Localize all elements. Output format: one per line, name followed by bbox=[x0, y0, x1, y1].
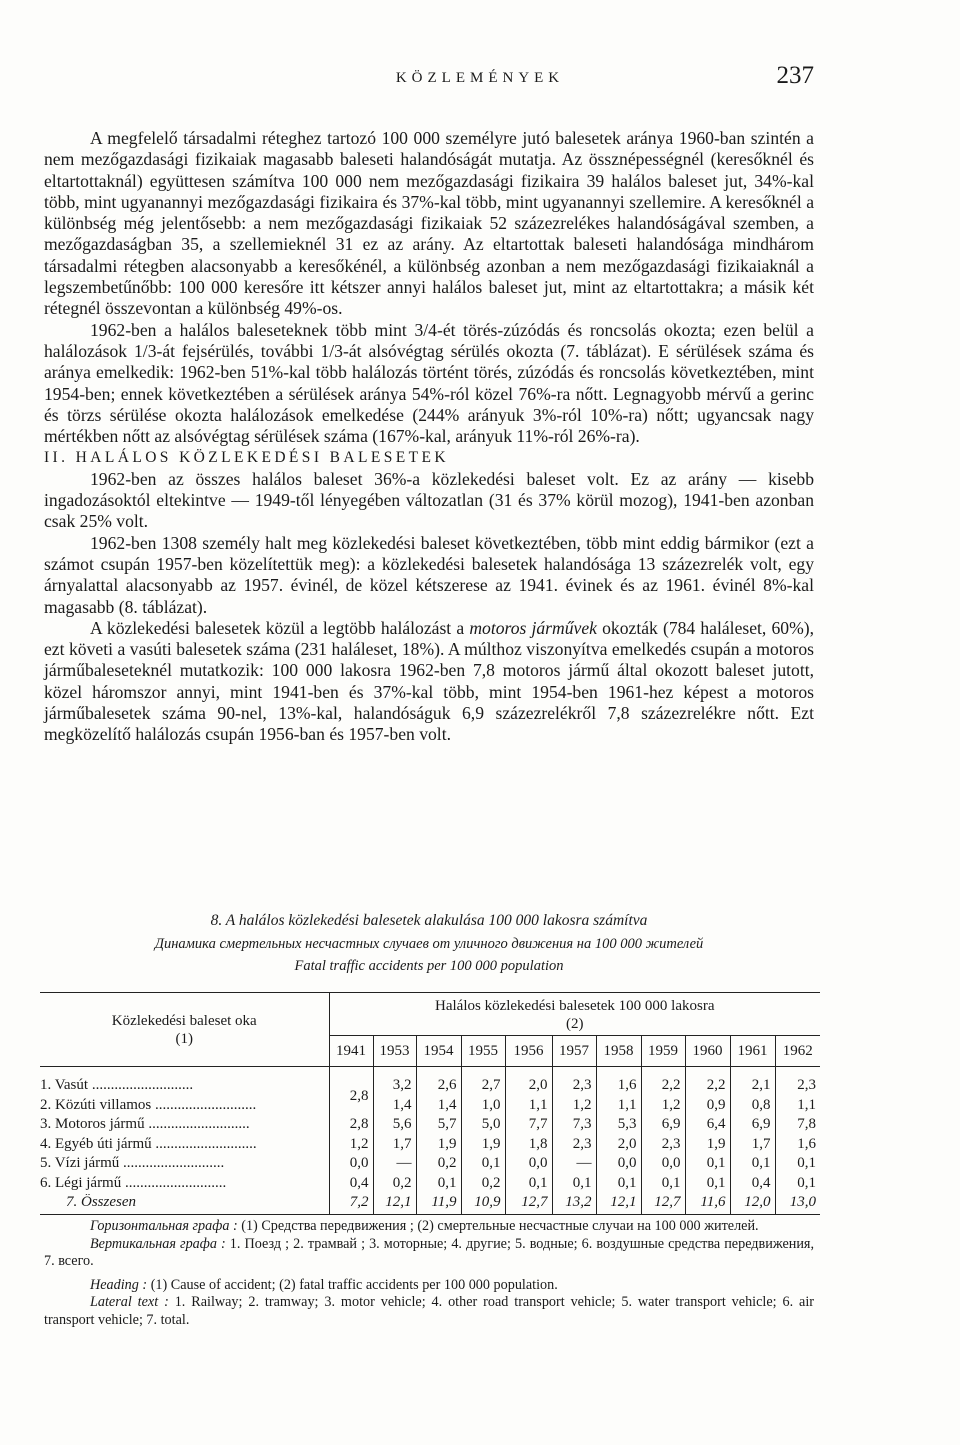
header-values-number: (2) bbox=[566, 1016, 584, 1032]
cell-1957: 13,2 bbox=[552, 1194, 596, 1214]
leader-dots: ........................... bbox=[151, 1096, 257, 1113]
cell-1959: 6,9 bbox=[641, 1116, 685, 1136]
paragraph-1: A megfelelő társadalmi réteghez tartozó 100 000 személyre jutó balesetek aránya 1960-ban szintén a nem mezőgazdasági fizikaiak magasabb baleseti halandóságát mutatja. Az össznépességnél (keresőknél és eltartottaknál) együttesen számítva 100 000 nem mezőgazdasági fizikaira 39 halálos baleset jut, 34%-kal több, mint ugyanannyi mezőgazdasági fizikaira és 37%-kal több, mint ugyanannyi szellemire. A keresőknél a különbség még jelentősebb: a nem mezőgazdasági fizikaiak 52 százezrelékes halandóságával szemben, a mezőgazdaságban 35, a szellemieknél 31 ez az arány. Az eltartottak baleseti halandósága mindhárom társadalmi rétegben alacsonyabb a keresőkénél, a különbség azonban a nem mezőgazdasági fizikaiaknál a legszembetűnőbb: 100 000 keresőre itt kétszer annyi halálos baleset jut, mint az eltartottakra; a másik két rétegnél összevontan a különbség 49%-os. bbox=[44, 128, 814, 319]
paragraph-4: 1962-ben 1308 személy halt meg közlekedési baleset következtében, több mint eddig bármikor (ezt a számot csupán 1957-ben közelítettük meg): a közlekedési balesetek halandósága 13 százezrelék volt, egy árnyalattal alacsonyabb az 1957. évinél, de közel kétszerese az 1941. évinek és az 1961. évinél 8%-kal magasabb (8. táblázat). bbox=[44, 532, 814, 617]
note-en-lateral bbox=[44, 1294, 814, 1329]
row-label bbox=[40, 1175, 329, 1195]
cell-1954: 1,4 bbox=[416, 1097, 461, 1117]
year-header-1956: 1956 bbox=[505, 1036, 552, 1067]
paragraph-3: 1962-ben az összes halálos baleset 36%-a közlekedési baleset volt. Ez az arány — kisebb ingadozásoktól eltekintve — 1949-től lényegében változatlan (31 és 37% körül mozog), 1941-ben azonban csak 25% volt. bbox=[44, 468, 814, 532]
table-caption-russian: Динамика смертельных несчастных случаев от уличного движения на 100 000 жителей bbox=[154, 936, 704, 952]
note-en-heading-label: Heading : bbox=[90, 1276, 148, 1293]
cell-1958: 2,0 bbox=[596, 1136, 641, 1156]
paragraph-5-emphasis: motoros járművek bbox=[469, 617, 597, 638]
note-ru-vertical-label: Вертикальная графа : bbox=[90, 1235, 226, 1252]
cell-1953: 3,2 bbox=[373, 1067, 416, 1097]
cell-1954: 0,1 bbox=[416, 1175, 461, 1195]
table-row bbox=[40, 1136, 820, 1156]
cell-1956: 1,1 bbox=[505, 1097, 552, 1117]
cell-1953: 1,4 bbox=[373, 1097, 416, 1117]
cell-1941: 0,4 bbox=[329, 1175, 373, 1195]
cell-1959: 0,0 bbox=[641, 1155, 685, 1175]
cell-1959: 12,7 bbox=[641, 1194, 685, 1214]
table-notes bbox=[44, 1218, 814, 1330]
cell-1957: 2,3 bbox=[552, 1067, 596, 1097]
cell-1960: 0,1 bbox=[685, 1155, 730, 1175]
cell-1955: 2,7 bbox=[461, 1067, 505, 1097]
cell-1953: 0,2 bbox=[373, 1175, 416, 1195]
cell-1962: 7,8 bbox=[775, 1116, 820, 1136]
cell-1961: 0,4 bbox=[730, 1175, 775, 1195]
cell-1960: 0,1 bbox=[685, 1175, 730, 1195]
cell-1959: 2,3 bbox=[641, 1136, 685, 1156]
paragraph-5 bbox=[44, 618, 814, 746]
cell-1957: — bbox=[552, 1155, 596, 1175]
year-header-1955: 1955 bbox=[461, 1036, 505, 1067]
note-en-lateral-label: Lateral text : bbox=[90, 1294, 169, 1311]
note-en-heading bbox=[44, 1277, 814, 1295]
cell-1956: 0,1 bbox=[505, 1175, 552, 1195]
cell-1941: 7,2 bbox=[329, 1194, 373, 1214]
cell-1959: 0,1 bbox=[641, 1175, 685, 1195]
cell-1958: 12,1 bbox=[596, 1194, 641, 1214]
table-row bbox=[40, 1175, 820, 1195]
year-header-1953: 1953 bbox=[373, 1036, 416, 1067]
cell-1941: 2,8 bbox=[329, 1116, 373, 1136]
cell-1958: 1,6 bbox=[596, 1067, 641, 1097]
note-en-heading-text: (1) Cause of accident; (2) fatal traffic accidents per 100 000 population. bbox=[147, 1276, 558, 1293]
table-row bbox=[40, 1155, 820, 1175]
paragraph-2: 1962-ben a halálos baleseteknek több mint 3/4-ét törés-zúzódás és roncsolás okozta; ezen belül a halálozások 1/3-át fejsérülés, további 1/3-át alsóvégtag sérülés okozta (7. táblázat). E sérülések száma és aránya emelkedik: 1962-ben 51%-kal több halálozás történt törés, zúzódás és roncsolás következtében, mint 1954-ben; ennek következtében a sérülések aránya 54%-ról közel 76%-ra nőtt. Legnagyobb mérvű a gerinc és törzs sérülése okozta halálozások emelkedése (244% arányuk 3%-ról 10%-ra) nőtt; ugyancsak nagy mértékben nőtt az alsóvégtag sérülések száma (167%-kal, arányuk 11%-ról 26%-ra). bbox=[44, 319, 814, 447]
row-label-text: 5. Vízi jármű bbox=[40, 1155, 120, 1171]
year-header-1962: 1962 bbox=[775, 1036, 820, 1067]
note-ru-horizontal bbox=[44, 1218, 814, 1236]
note-en-lateral-text: 1. Railway; 2. tramway; 3. motor vehicle; 4. other road transport vehicle; 5. water transport vehicle; 6. air transport vehicle; 7. total. bbox=[44, 1294, 814, 1328]
header-values-label: Halálos közlekedési balesetek 100 000 lakosra bbox=[435, 998, 715, 1014]
cell-1955: 1,0 bbox=[461, 1097, 505, 1117]
cell-1955: 5,0 bbox=[461, 1116, 505, 1136]
row-label-text: 6. Légi jármű bbox=[40, 1174, 122, 1191]
cell-1961: 0,8 bbox=[730, 1097, 775, 1117]
leader-dots: ........................... bbox=[119, 1155, 225, 1171]
cell-1956: 2,0 bbox=[505, 1067, 552, 1097]
cell-1957: 1,2 bbox=[552, 1097, 596, 1117]
cell-1962: 1,1 bbox=[775, 1097, 820, 1117]
table-row bbox=[40, 1067, 820, 1097]
traffic-accidents-table bbox=[40, 992, 820, 1215]
cell-1958: 0,0 bbox=[596, 1155, 641, 1175]
cell-1956: 1,8 bbox=[505, 1136, 552, 1156]
year-header-1958: 1958 bbox=[596, 1036, 641, 1067]
running-header: KÖZLEMÉNYEK bbox=[395, 70, 565, 86]
year-header-1959: 1959 bbox=[641, 1036, 685, 1067]
cell-1959: 2,2 bbox=[641, 1067, 685, 1097]
leader-dots: ........................... bbox=[88, 1077, 194, 1093]
cell-1961: 0,1 bbox=[730, 1155, 775, 1175]
row-label bbox=[40, 1136, 329, 1156]
cell-1955: 0,2 bbox=[461, 1175, 505, 1195]
cell-1941: 2,8 bbox=[329, 1067, 373, 1116]
row-label bbox=[40, 1116, 329, 1136]
cell-1960: 2,2 bbox=[685, 1067, 730, 1097]
year-header-1941: 1941 bbox=[329, 1036, 373, 1067]
page-number: 237 bbox=[776, 62, 814, 89]
cell-1962: 0,1 bbox=[775, 1155, 820, 1175]
table-total-row bbox=[40, 1194, 820, 1214]
cell-1960: 1,9 bbox=[685, 1136, 730, 1156]
header-cause bbox=[40, 993, 329, 1067]
body-text bbox=[44, 128, 814, 746]
cell-1957: 7,3 bbox=[552, 1116, 596, 1136]
leader-dots: ........................... bbox=[151, 1135, 257, 1152]
leader-dots: ........................... bbox=[144, 1116, 250, 1132]
table-caption-hungarian: 8. A halálos közlekedési balesetek alakulása 100 000 lakosra számítva bbox=[210, 912, 648, 929]
cell-1955: 10,9 bbox=[461, 1194, 505, 1214]
cell-1958: 1,1 bbox=[596, 1097, 641, 1117]
cell-1956: 7,7 bbox=[505, 1116, 552, 1136]
row-label-text: 7. Összesen bbox=[66, 1194, 136, 1210]
cell-1954: 5,7 bbox=[416, 1116, 461, 1136]
cell-1954: 1,9 bbox=[416, 1136, 461, 1156]
cell-1957: 2,3 bbox=[552, 1136, 596, 1156]
row-label-text: 2. Közúti villamos bbox=[40, 1096, 152, 1113]
cell-1941: 0,0 bbox=[329, 1155, 373, 1175]
header-cause-label: Közlekedési baleset oka bbox=[111, 1012, 257, 1029]
table-caption-english: Fatal traffic accidents per 100 000 population bbox=[294, 958, 564, 974]
cell-1953: — bbox=[373, 1155, 416, 1175]
cell-1956: 0,0 bbox=[505, 1155, 552, 1175]
row-label-text: 1. Vasút bbox=[40, 1077, 89, 1093]
cell-1959: 1,2 bbox=[641, 1097, 685, 1117]
cell-1961: 12,0 bbox=[730, 1194, 775, 1214]
year-header-1954: 1954 bbox=[416, 1036, 461, 1067]
cell-1958: 0,1 bbox=[596, 1175, 641, 1195]
leader-dots: ........................... bbox=[121, 1174, 227, 1191]
cell-1962: 0,1 bbox=[775, 1175, 820, 1195]
paragraph-5-start: A közlekedési balesetek közül a legtöbb halálozást a bbox=[90, 617, 470, 638]
row-label-text: 4. Egyéb úti jármű bbox=[40, 1135, 152, 1152]
cell-1958: 5,3 bbox=[596, 1116, 641, 1136]
cell-1954: 0,2 bbox=[416, 1155, 461, 1175]
row-label-text: 3. Motoros jármű bbox=[40, 1116, 145, 1132]
header-cause-number: (1) bbox=[175, 1030, 193, 1047]
row-label bbox=[40, 1097, 329, 1117]
cell-1962: 2,3 bbox=[775, 1067, 820, 1097]
cell-1957: 0,1 bbox=[552, 1175, 596, 1195]
row-label bbox=[40, 1155, 329, 1175]
year-header-1960: 1960 bbox=[685, 1036, 730, 1067]
cell-1961: 2,1 bbox=[730, 1067, 775, 1097]
cell-1954: 11,9 bbox=[416, 1194, 461, 1214]
section-heading: II. HALÁLOS KÖZLEKEDÉSI BALESETEK bbox=[44, 449, 449, 467]
cell-1955: 1,9 bbox=[461, 1136, 505, 1156]
cell-1956: 12,7 bbox=[505, 1194, 552, 1214]
row-label bbox=[40, 1067, 329, 1097]
table-bottom-rule bbox=[40, 1214, 820, 1215]
note-ru-horizontal-text: (1) Средства передвижения ; (2) смертельные несчастные случаи на 100 000 жителей. bbox=[237, 1218, 759, 1234]
cell-1960: 6,4 bbox=[685, 1116, 730, 1136]
table-row bbox=[40, 1116, 820, 1136]
cell-1960: 11,6 bbox=[685, 1194, 730, 1214]
note-ru-vertical bbox=[44, 1236, 814, 1271]
row-label bbox=[40, 1194, 329, 1214]
cell-1961: 6,9 bbox=[730, 1116, 775, 1136]
cell-1941: 1,2 bbox=[329, 1136, 373, 1156]
year-header-1957: 1957 bbox=[552, 1036, 596, 1067]
cell-1954: 2,6 bbox=[416, 1067, 461, 1097]
header-values bbox=[329, 993, 820, 1036]
cell-1953: 1,7 bbox=[373, 1136, 416, 1156]
cell-1962: 13,0 bbox=[775, 1194, 820, 1214]
cell-1955: 0,1 bbox=[461, 1155, 505, 1175]
paragraph-5-end: okozták (784 haláleset, 60%), ezt követi a vasúti balesetek száma (231 haláleset, 18%). A múlthoz viszonyítva emelkedés csupán a motoros járműbaleseteknél mutatkozik: 100 000 lakosra 1962-ben 7,8 motoros jármű által okozott baleset jutott, közel háromszor annyi, mint 1941-ben és 37%-kal több, mint 1954-ben 1961-hez képest a motoros járműbalesetek száma 90-nel, 13%-kal, halandóságuk 6,9 százezrelékről 7,8 százezrelékre nőtt. Ezt megközelítő halálozás csupán 1956-ban és 1957-ben volt. bbox=[44, 617, 814, 745]
table-row bbox=[40, 1097, 820, 1117]
cell-1953: 12,1 bbox=[373, 1194, 416, 1214]
note-ru-horizontal-label: Горизонтальная графа : bbox=[90, 1218, 238, 1234]
cell-1953: 5,6 bbox=[373, 1116, 416, 1136]
note-ru-vertical-text: 1. Поезд ; 2. трамвай ; 3. моторные; 4. другие; 5. водные; 6. воздушные средства передвижения, 7. всего. bbox=[44, 1235, 814, 1270]
cell-1961: 1,7 bbox=[730, 1136, 775, 1156]
cell-1960: 0,9 bbox=[685, 1097, 730, 1117]
year-header-1961: 1961 bbox=[730, 1036, 775, 1067]
cell-1962: 1,6 bbox=[775, 1136, 820, 1156]
